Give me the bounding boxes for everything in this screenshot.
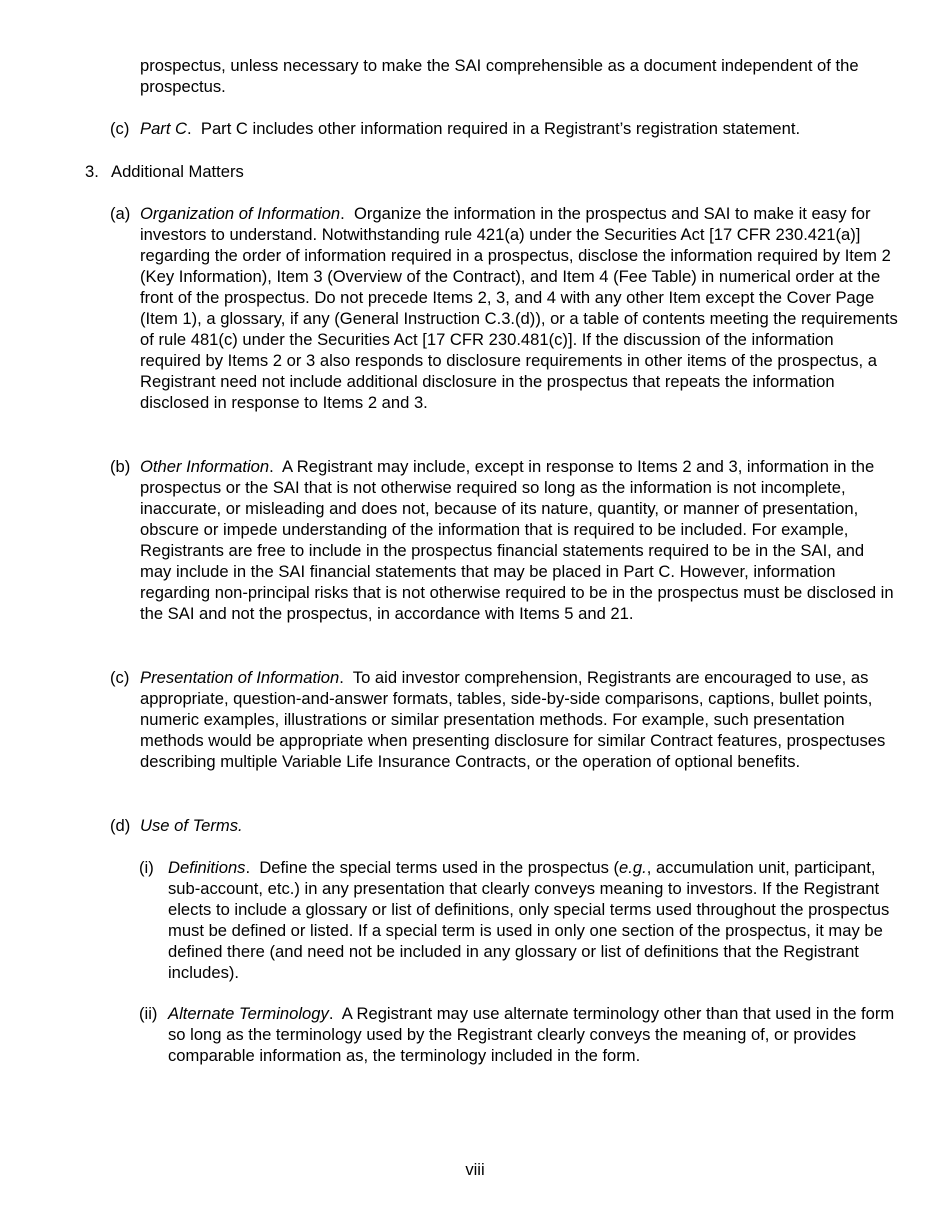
item-c-sep: . — [339, 668, 353, 687]
item-d-ii-paragraph — [168, 1003, 898, 1066]
item-a-body: Organize the information in the prospectus and SAI to make it easy for investors to understand. Notwithstanding rule 421(a) under the Securities Act [17 CFR 230.421(a)] regarding the order of information required in a prospectus, disclose the information required by Item 2 (Key Information), Item 3 (Overview of the Contract), and Item 4 (Fee Table) in numerical order at the front of the prospectus. Do not precede Items 2, 3, and 4 with any other Item except the Cover Page (Item 1), a glossary, if any (General Instruction C.3.(d)), or a table of contents meeting the requirements of rule 481(c) under the Securities Act [17 CFR 230.481(c)]. If the discussion of the information required by Items 2 or 3 also responds to disclosure requirements in other items of the prospectus, a Registrant need not include additional disclosure in the prospectus that repeats the information disclosed in response to Items 2 and 3. — [140, 204, 898, 412]
item-b-body: A Registrant may include, except in response to Items 2 and 3, information in the prospectus or the SAI that is not otherwise required so long as the information is not incomplete, inaccurate, or misleading and does not, because of its nature, quantity, or manner of presentation, obscure or impede understanding of the information that is required to be included. For example, Registrants are free to include in the prospectus financial statements required to be in the SAI, and may include in the SAI financial statements that may be placed in Part C. However, information regarding non-principal risks that is not otherwise required to be in the prospectus must be disclosed in the SAI and not the prospectus, in accordance with Items 5 and 21. — [140, 457, 894, 623]
item-b-paragraph — [140, 456, 898, 624]
part-c-sep: . — [187, 119, 201, 138]
item-b-sep: . — [269, 457, 283, 476]
item-a-title: Organization of Information — [140, 204, 341, 223]
part-c-title: Part C — [140, 119, 188, 138]
item-c-paragraph — [140, 667, 898, 772]
intro-paragraph: prospectus, unless necessary to make the SAI comprehensible as a document independent of the prospectus. — [140, 56, 859, 96]
part-c-paragraph — [140, 118, 898, 139]
item-a-paragraph — [140, 203, 898, 413]
item-d-i-title: Definitions — [168, 858, 246, 877]
item-c-label: (c) — [110, 668, 130, 687]
item-d-i-body-before: Define the special terms used in the prospectus ( — [259, 858, 620, 877]
item-d-label: (d) — [110, 816, 131, 835]
item-d-i-sep: . — [245, 858, 260, 877]
section-3-title: Additional Matters — [111, 162, 244, 181]
part-c-label: (c) — [110, 119, 130, 138]
item-d-paragraph — [140, 815, 898, 836]
item-d-ii-sep: . — [328, 1004, 342, 1023]
item-b-title: Other Information — [140, 457, 270, 476]
part-c-body: Part C includes other information required in a Registrant’s registration statement. — [200, 119, 801, 138]
item-d-i-eg: e.g. — [619, 858, 647, 877]
item-b-label: (b) — [110, 457, 131, 476]
item-a-sep: . — [340, 204, 354, 223]
item-c-body: To aid investor comprehension, Registrants are encouraged to use, as appropriate, question-and-answer formats, tables, side-by-side comparisons, captions, bullet points, numeric examples, illustrations or similar presentation methods. For example, such presentation methods would be appropriate when presenting disclosure for similar Contract features, prospectuses describing multiple Variable Life Insurance Contracts, or the operation of optional benefits. — [140, 668, 886, 771]
item-d-ii-title: Alternate Terminology — [168, 1004, 329, 1023]
item-d-i-paragraph — [168, 857, 898, 983]
item-d-i-label: (i) — [139, 858, 154, 877]
item-d-title: Use of Terms. — [140, 816, 243, 835]
item-a-label: (a) — [110, 204, 131, 223]
item-d-i-body-after: , accumulation unit, participant, sub-account, etc.) in any presentation that clearly conveys meaning to investors. If the Registrant elects to include a glossary or list of definitions, only special terms used throughout the prospectus must be defined or listed. If a special term is used in only one section of the prospectus, it may be defined there (and need not be included in any glossary or list of definitions that the Registrant includes). — [168, 858, 890, 982]
section-3-number: 3. — [85, 162, 99, 181]
page-number: viii — [465, 1160, 485, 1179]
item-d-ii-body: A Registrant may use alternate terminology other than that used in the form so long as the terminology used by the Registrant clearly conveys the meaning of, or provides comparable information as, the terminology included in the form. — [168, 1004, 895, 1065]
item-d-ii-label: (ii) — [139, 1004, 158, 1023]
item-c-title: Presentation of Information — [140, 668, 340, 687]
